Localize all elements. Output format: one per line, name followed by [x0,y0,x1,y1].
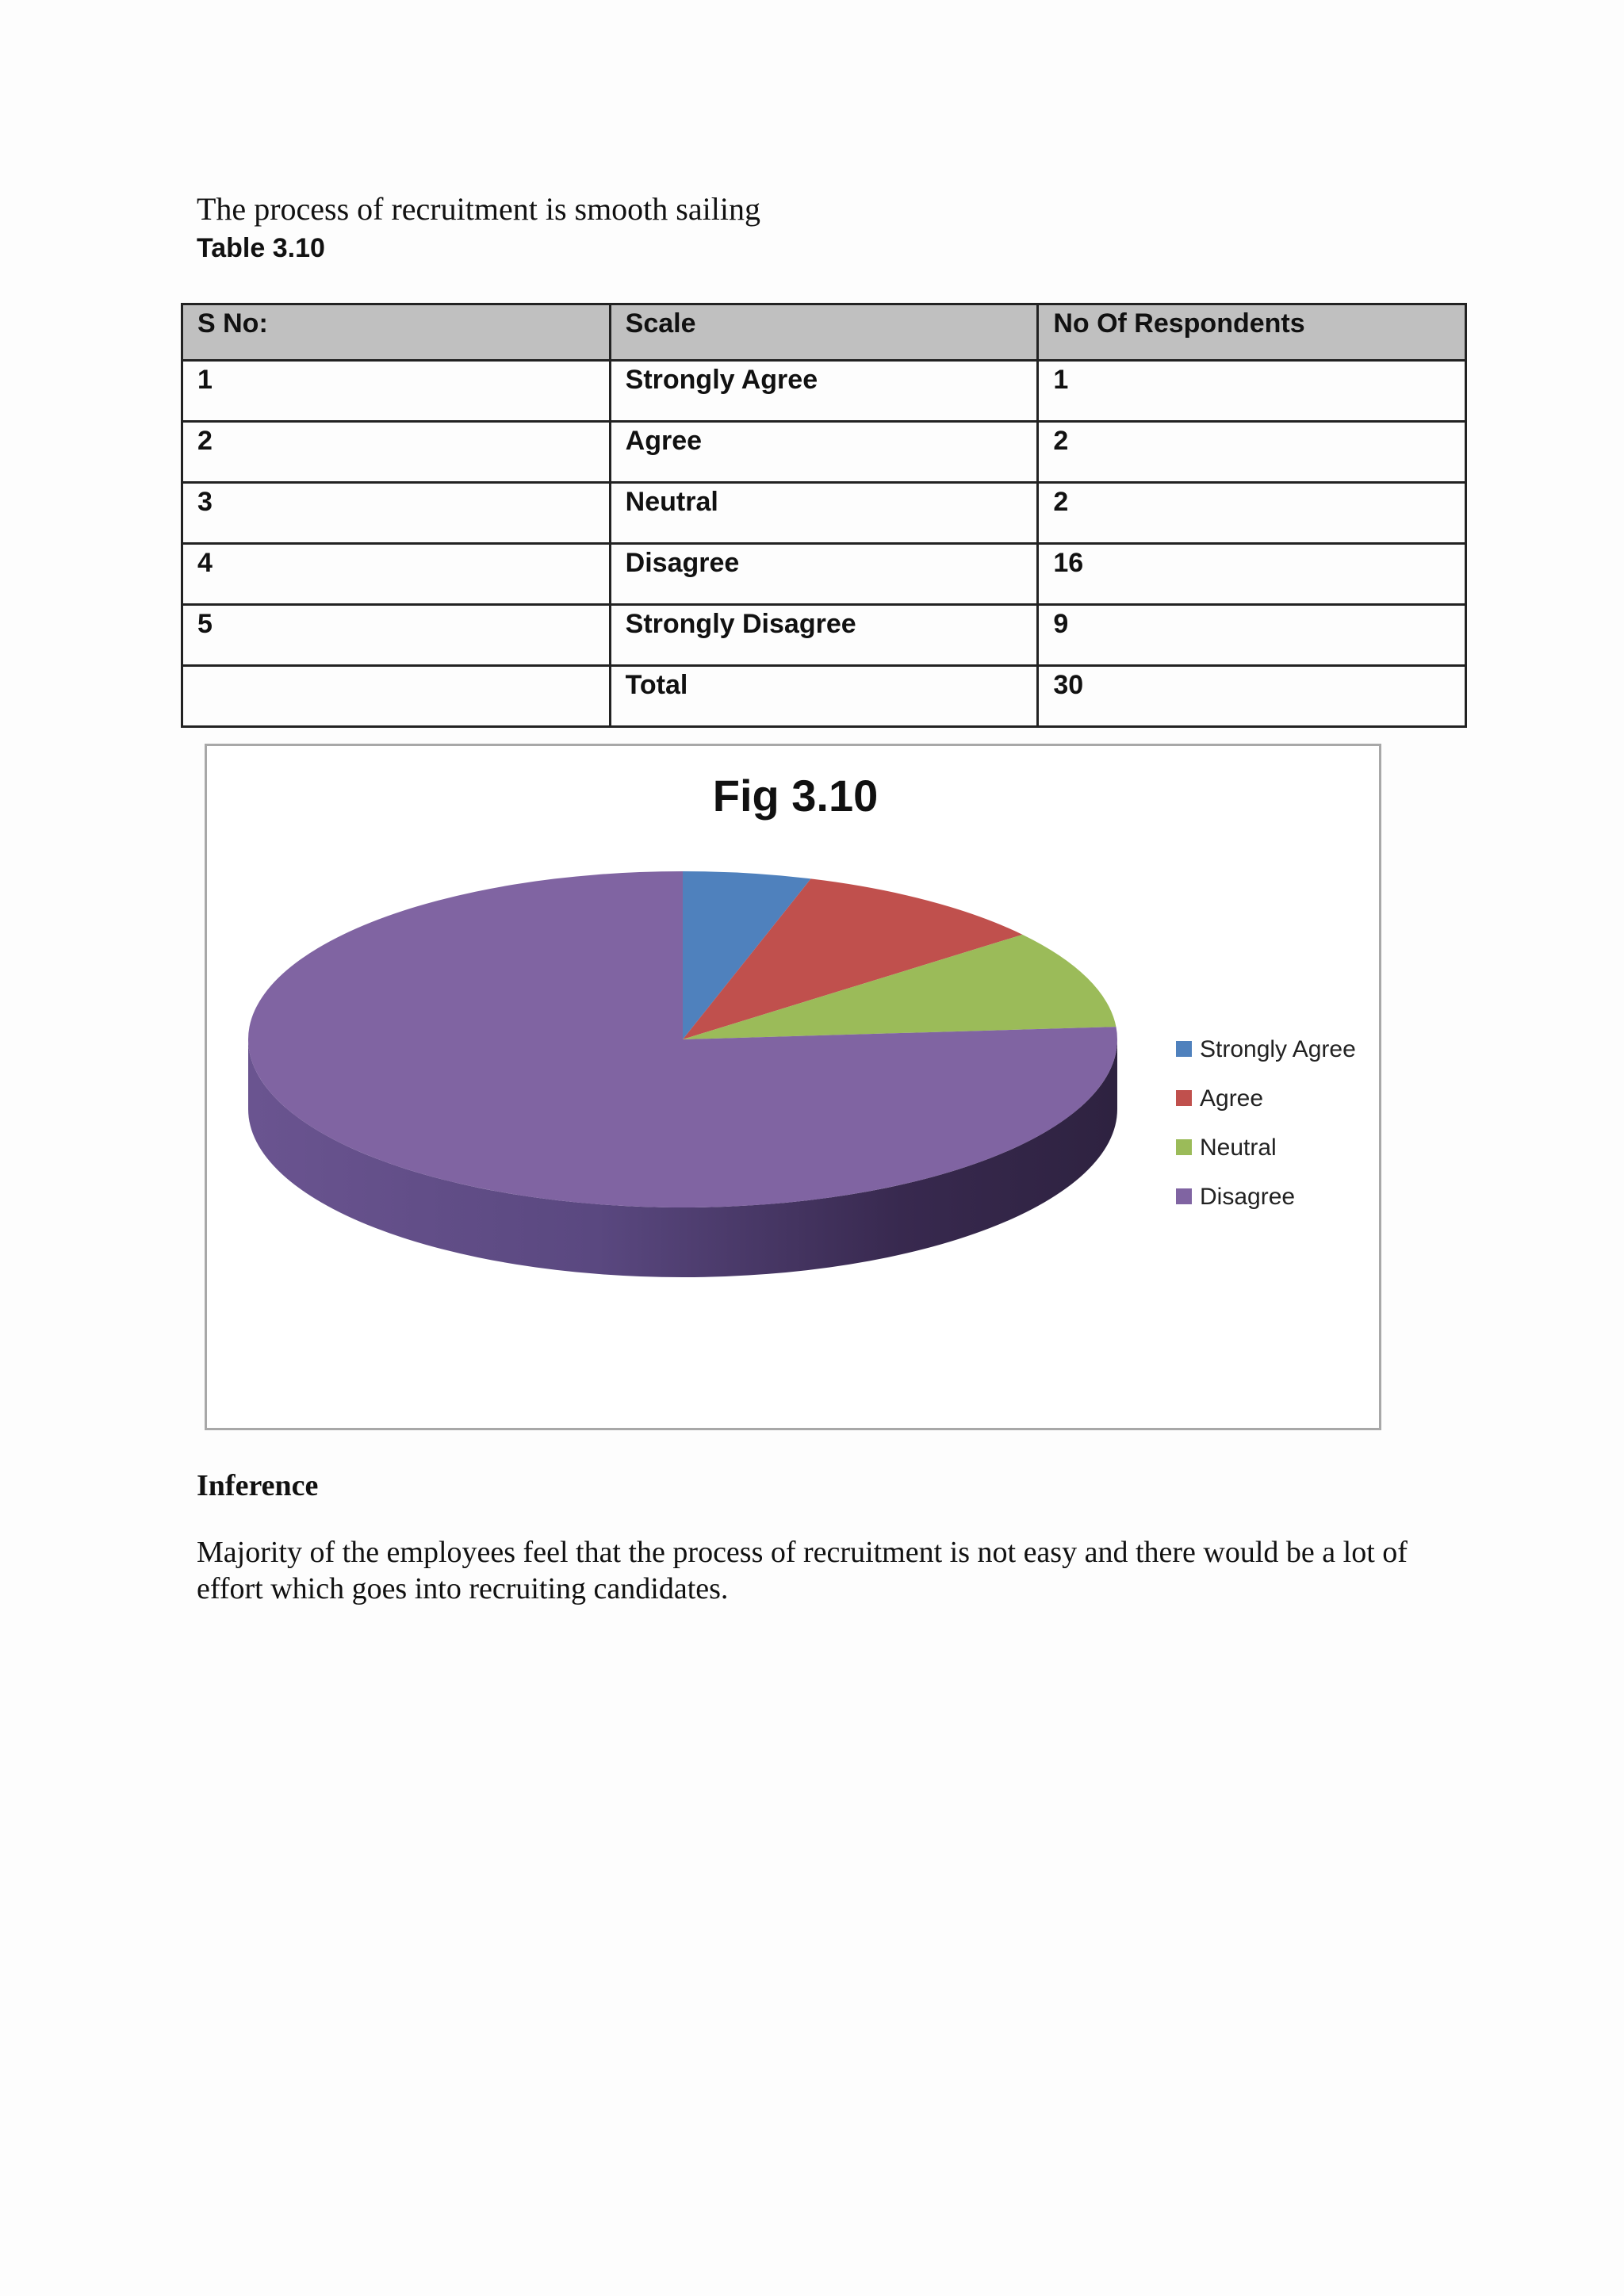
table-row [182,483,1466,544]
cell-sno: 3 [182,483,611,544]
cell-count: 2 [1038,422,1466,483]
table-row [182,544,1466,605]
header-sno: S No: [182,304,611,361]
inference-title: Inference [197,1469,319,1502]
table-row [182,605,1466,666]
legend-swatch [1176,1090,1192,1106]
table-total-row [182,666,1466,727]
cell-sno: 1 [182,361,611,422]
cell-sno: 4 [182,544,611,605]
legend-label: Agree [1200,1085,1264,1112]
cell-count: 9 [1038,605,1466,666]
table-header-row [182,304,1466,361]
legend-swatch [1176,1139,1192,1155]
cell-count: 30 [1038,666,1466,727]
cell-sno: 5 [182,605,611,666]
legend-swatch [1176,1188,1192,1204]
cell-scale: Neutral [610,483,1038,544]
cell-sno: 2 [182,422,611,483]
legend-label: Disagree [1200,1184,1296,1210]
header-scale: Scale [610,304,1038,361]
cell-count: 16 [1038,544,1466,605]
legend-swatch [1176,1041,1192,1057]
table-caption: Table 3.10 [197,233,325,263]
respondents-table [181,303,1467,728]
cell-sno [182,666,611,727]
chart-title: Fig 3.10 [712,771,879,821]
table-row [182,361,1466,422]
legend-label: Strongly Agree [1200,1036,1356,1062]
cell-count: 1 [1038,361,1466,422]
header-respondents: No Of Respondents [1038,304,1466,361]
pie-chart [207,746,1384,1433]
cell-count: 2 [1038,483,1466,544]
cell-scale: Total [610,666,1038,727]
cell-scale: Strongly Disagree [610,605,1038,666]
legend-label: Neutral [1200,1135,1277,1161]
pie-chart-container [205,744,1381,1430]
cell-scale: Strongly Agree [610,361,1038,422]
page-heading: The process of recruitment is smooth sailing [197,191,760,227]
chart-legend [1176,1036,1356,1210]
table-row [182,422,1466,483]
inference-text: Majority of the employees feel that the process of recruitment is not easy and there would be a lot of effort which goes into recruiting candidates. [197,1536,1408,1605]
cell-scale: Agree [610,422,1038,483]
cell-scale: Disagree [610,544,1038,605]
